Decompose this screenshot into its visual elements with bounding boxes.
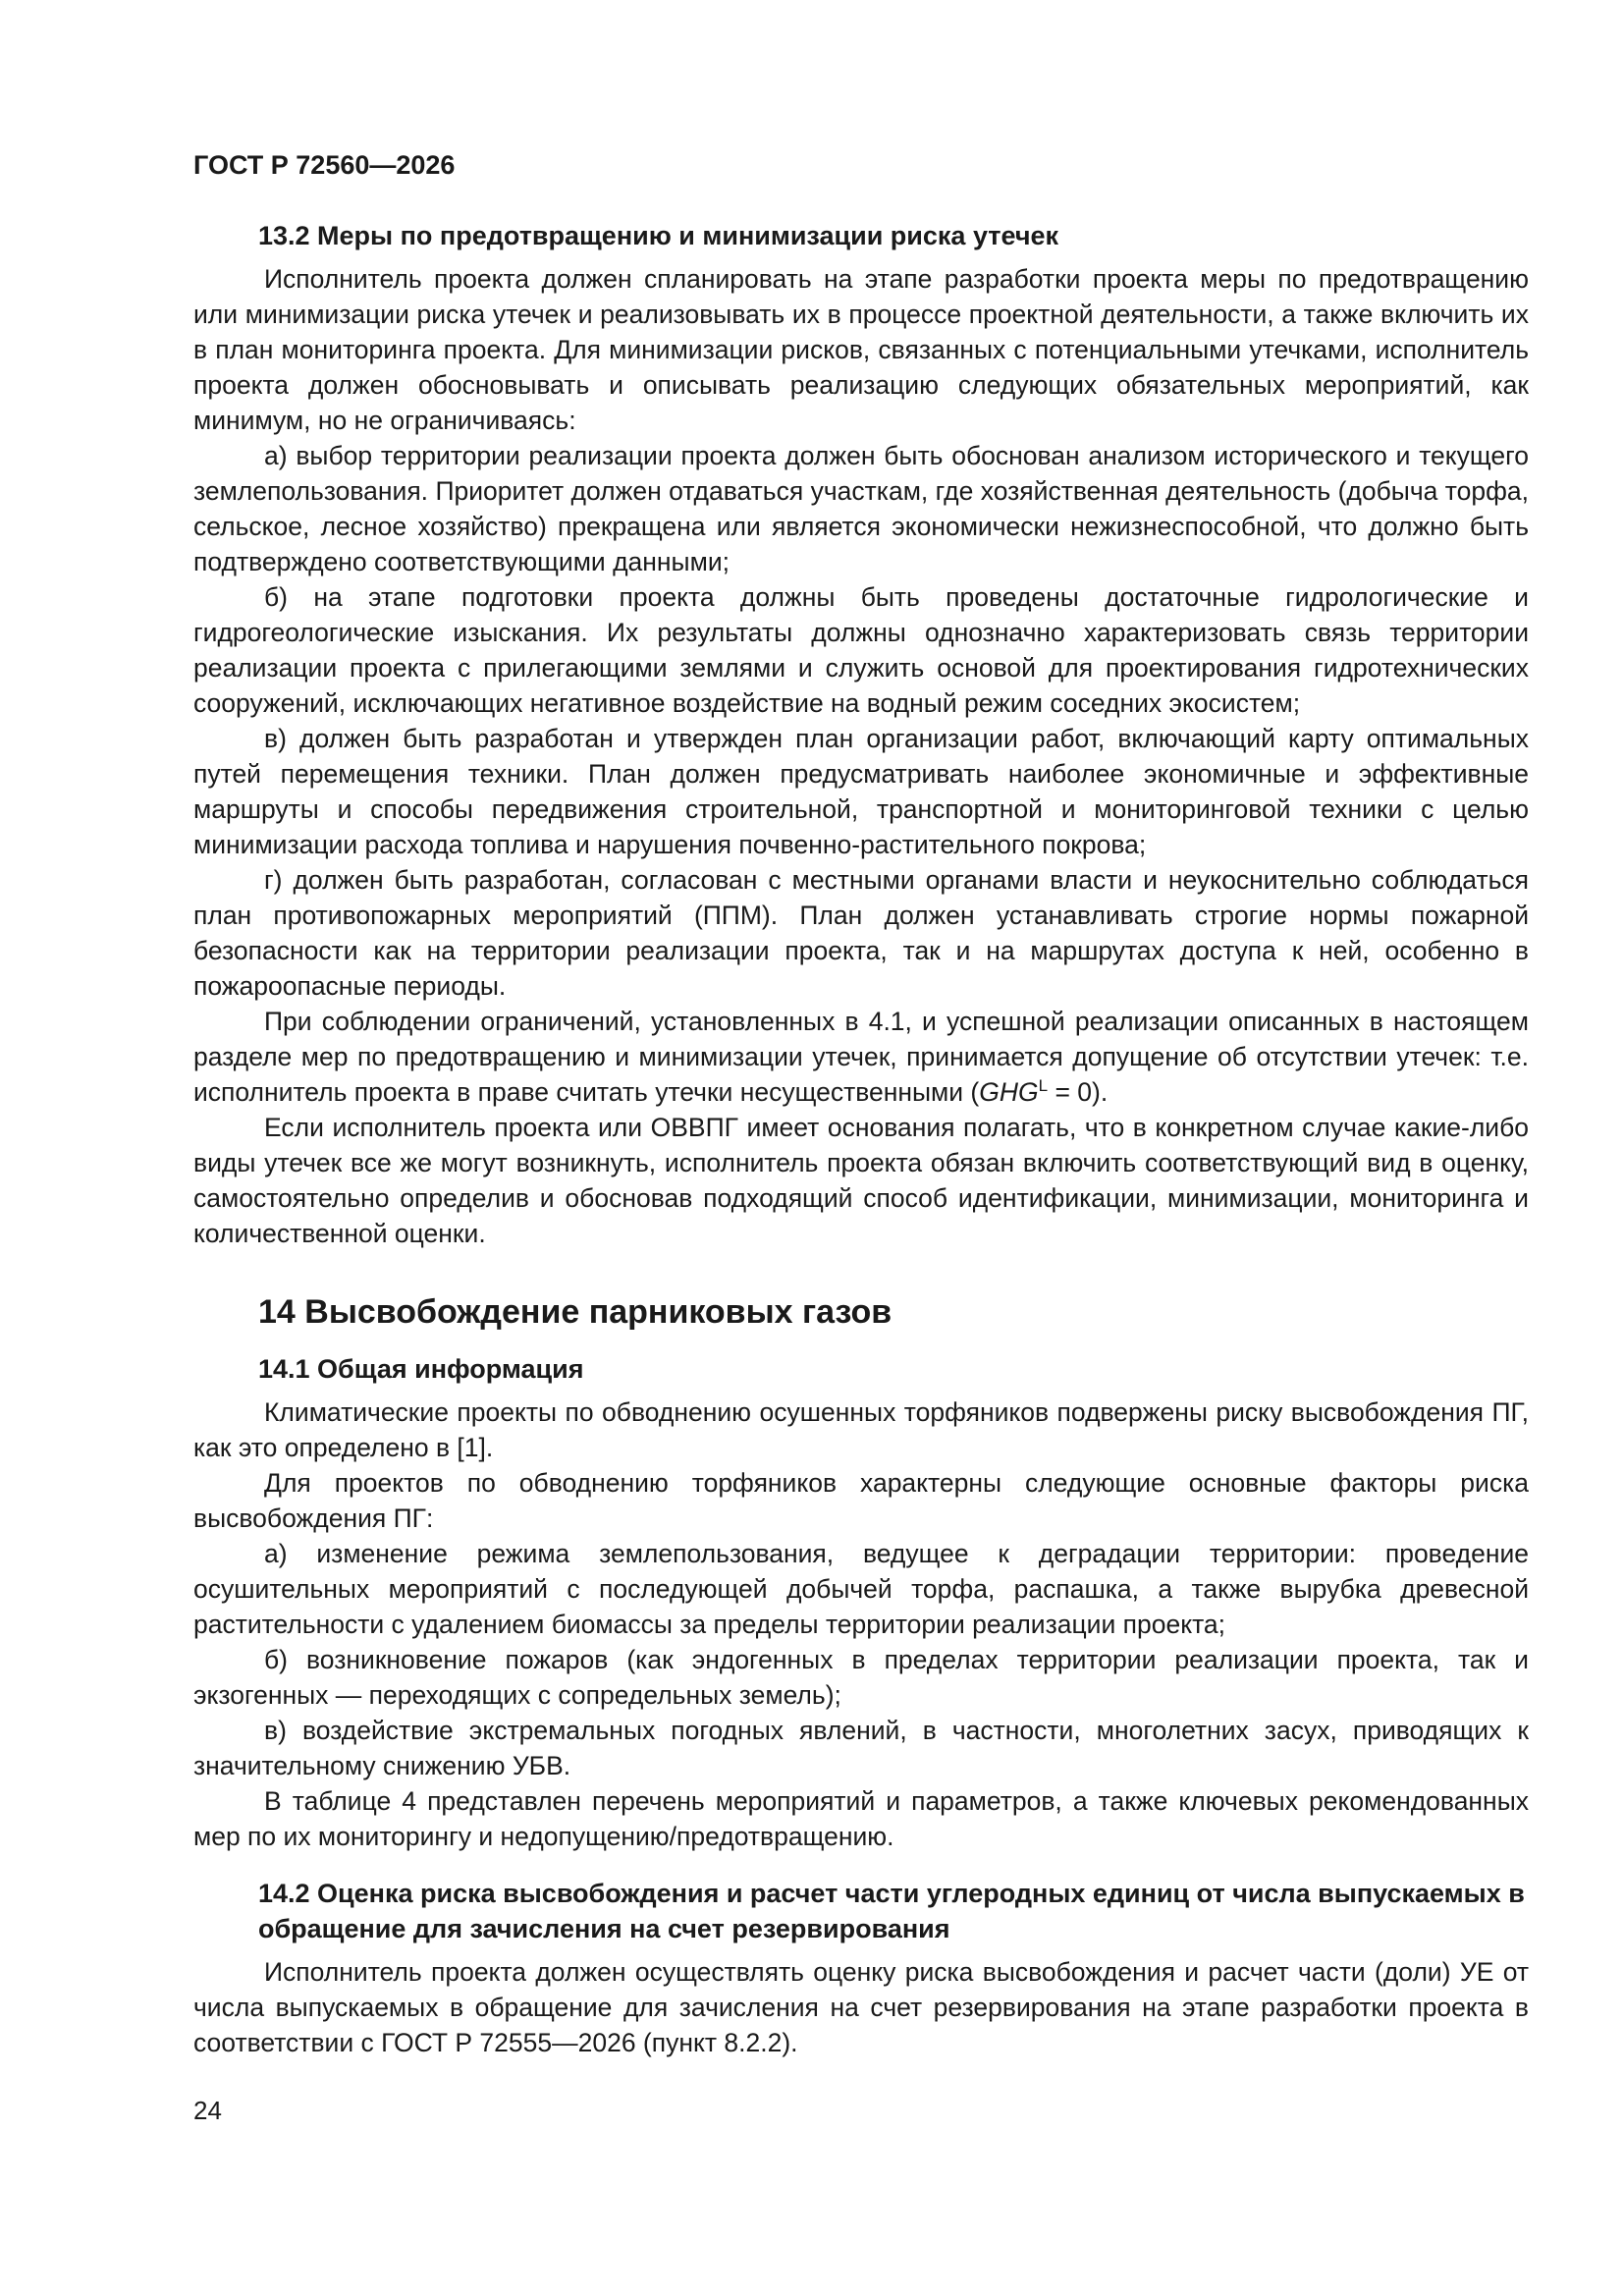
list-item: б) возникновение пожаров (как эндогенных в пределах территории реализации проекта, так и экзогенных — переходящих с сопредельных земель); xyxy=(193,1645,1529,1710)
list-item: а) изменение режима землепользования, ведущее к деградации территории: проведение осушительных мероприятий с последующей добычей торфа, распашка, а также вырубка древесной растительности с удалением биомассы за пределы территории реализации проекта; xyxy=(193,1539,1529,1639)
list-item: в) должен быть разработан и утвержден план организации работ, включающий карту оптимальных путей перемещения техники. План должен предусматривать наиболее экономичные и эффективные маршруты и способы передвижения строительной, транспортной и мониторинговой техники с целью минимизации расхода топлива и нарушения почвенно-растительного покрова; xyxy=(193,724,1529,859)
list-item: г) должен быть разработан, согласован с местными органами власти и неукоснительно соблюдаться план противопожарных мероприятий (ППМ). План должен устанавливать строгие нормы пожарной безопасности как на территории реализации проекта, так и на маршрутах доступа к ней, особенно в пожароопасные периоды. xyxy=(193,865,1529,1001)
list-item: а) выбор территории реализации проекта должен быть обоснован анализом исторического и текущего землепользования. Приоритет должен отдаваться участкам, где хозяйственная деятельность (добыча торфа, сельское, лесное хозяйство) прекращена или является экономически нежизнеспособной, что должно быть подтверждено соответствующими данными; xyxy=(193,441,1529,576)
formula-symbol: GHG xyxy=(979,1077,1039,1107)
paragraph xyxy=(193,1004,1529,1110)
paragraph: В таблице 4 представлен перечень мероприятий и параметров, а также ключевых рекомендованных мер по их мониторингу и недопущению/предотвращению. xyxy=(193,1786,1529,1851)
page-content xyxy=(193,218,1529,2060)
section-14-2-title: 14.2 Оценка риска высвобождения и расчет части углеродных единиц от числа выпускаемых в обращение для зачисления на счет резервирования xyxy=(258,1879,1525,1943)
paragraph: Если исполнитель проекта или ОВВПГ имеет основания полагать, что в конкретном случае какие-либо виды утечек все же могут возникнуть, исполнитель проекта обязан включить соответствующий вид в оценку, самостоятельно определив и обосновав подходящий способ идентификации, минимизации, мониторинга и количественной оценки. xyxy=(193,1113,1529,1248)
paragraph: Климатические проекты по обводнению осушенных торфяников подвержены риску высвобождения ПГ, как это определено в [1]. xyxy=(193,1397,1529,1462)
section-13-2-title: 13.2 Меры по предотвращению и минимизации риска утечек xyxy=(258,221,1059,250)
page-number: 24 xyxy=(193,2096,222,2125)
formula-superscript: L xyxy=(1038,1076,1049,1096)
section-14-title: 14 Высвобождение парниковых газов xyxy=(258,1293,893,1331)
paragraph: Для проектов по обводнению торфяников характерны следующие основные факторы риска высвобождения ПГ: xyxy=(193,1468,1529,1533)
paragraph: Исполнитель проекта должен осуществлять оценку риска высвобождения и расчет части (доли) УЕ от числа выпускаемых в обращение для зачисления на счет резервирования на этапе разработки проекта в соответствии с ГОСТ Р 72555—2026 (пункт 8.2.2). xyxy=(193,1957,1529,2057)
list-item: в) воздействие экстремальных погодных явлений, в частности, многолетних засух, приводящих к значительному снижению УБВ. xyxy=(193,1716,1529,1780)
list-item: б) на этапе подготовки проекта должны быть проведены достаточные гидрологические и гидрогеологические изыскания. Их результаты должны однозначно характеризовать связь территории реализации проекта с прилегающими землями и служить основой для проектирования гидротехнических сооружений, исключающих негативное воздействие на водный режим соседних экосистем; xyxy=(193,582,1529,718)
document-code-header: ГОСТ Р 72560—2026 xyxy=(193,150,456,180)
paragraph: Исполнитель проекта должен спланировать на этапе разработки проекта меры по предотвращению или минимизации риска утечек и реализовывать их в процессе проектной деятельности, а также включить их в план мониторинга проекта. Для минимизации рисков, связанных с потенциальными утечками, исполнитель проекта должен обосновывать и описывать реализацию следующих обязательных мероприятий, как минимум, но не ограничиваясь: xyxy=(193,264,1529,435)
section-14-1-title: 14.1 Общая информация xyxy=(258,1354,584,1384)
text-span: = 0). xyxy=(1048,1077,1109,1107)
text-span: При соблюдении ограничений, установленных в 4.1, и успешной реализации описанных в настоящем разделе мер по предотвращению и минимизации утечек, принимается допущение об отсутствии утечек: т.е. исполнитель проекта в праве считать утечки несущественными ( xyxy=(193,1007,1529,1107)
